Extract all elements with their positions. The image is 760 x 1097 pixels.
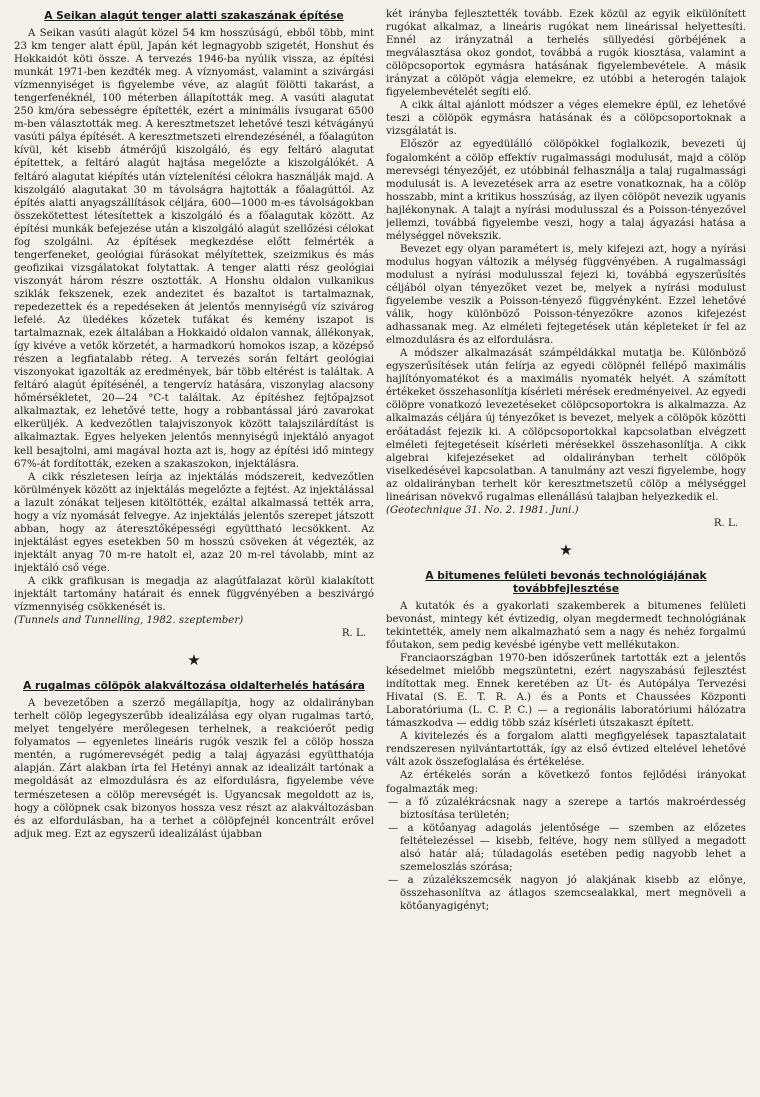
article-source: (Geotechnique 31. No. 2. 1981. Juni.): [386, 504, 579, 516]
article-paragraph: Az értékelés során a következő fontos fejlődési irányokat fogalmazták meg:: [386, 770, 746, 795]
article-paragraph: A cikk grafikusan is megadja az alagútfalazat körül kialakított injektált tartomány határait és ennek függvényében a beszivárgó vízmennyiség csökkenését is.: [14, 575, 374, 614]
article-title-piles: A rugalmas cölöpök alakváltozása oldalterhelés hatására: [23, 680, 365, 693]
article-paragraph: A Seikan vasúti alagút közel 54 km hosszúságú, ebből több, mint 23 km tenger alatt épül, Japán két legnagyobb szigetét, Honshut és Hokkaidót köti össze. A tervezés 1946-ba nyúlik vissza, az építési munkát 1971-ben kezdték meg. A víznyomást, valamint a szivárgási vízmennyiséget is figyelembe véve, az alagút fölötti takarást, a tengerfenéknél, 100 méterben állapították meg. A vasúti alagutat 250 km/óra sebességre építették, ezért a minimális ívsugarat 6500 m-ben választották meg. A keresztmetszet lehetővé teszi kétvágányú vasúti pálya építését. A keresztmetszeti elrendezésénél, a főalagúton kívül, két kisebb átmérőjű kiszolgáló, és egy feltáró alagutat építettek, a feltáró alagút hajtása megelőzte a kiszolgálókét. A feltáró alagutat kiépítés után víztelenítési célokra használják majd. A kiszolgáló alagutakat 30 m távolságra hajtották a főalagúttól. Az építés alatti anyagszállítások céljára, 600—1000 m-es távolságokban összekötettest létesítettek a kiszolgáló és a főalagutak között. Az építési munkák befejezése után a kiszolgáló alagút szellőzési célokat fog szolgálni. Az építések megkezdése előtt felmérték a tengerfeneket, geológiai fúrásokat mélyítettek, szeizmikus és más geofizikai vizsgálatokat folytattak. A tenger alatti rész geológiai viszonyát három részre osztották. A Honshu oldalon vulkanikus sziklák fekszenek, ezek andezitet és bazaltot is tartalmaznak, repedezettek és a repedéseken át jelentős mennyiségű víz szivárog lefelé. Az üledékes kőzetek tufákat és kemény iszapot is tartalmaznak, ezek általában a Hokkaidó oldalon vannak, állékonyak, így kivéve a vetők körzetét, a harmadkorú homokos iszap, a középső részen a legfiatalabb réteg. A tervezés során feltárt geológiai viszonyokat igazolták az eredmények, bár több eltérést is találtak. A feltáró alagút építésénél, a tengervíz hatására, viszonylag alacsony hőmérsékletet, 20—24 °C-t találtak. Az építéshez fejtőpajzsot alkalmaztak, ez lehetővé tette, hogy a robbantással járó zavarokat elkerüljék. A kedvezőtlen talajviszonyok között talajszilárdítást is alkalmaztak. Egyes helyeken jelentős mennyiségű injektáló anyagot kell besajtolni, ami magával hozta azt is, hogy az építési idő mintegy 67%-át fordították, ezeken a szakaszokon, injektálásra.: [14, 28, 374, 470]
article-source: (Tunnels and Tunnelling, 1982. szeptember): [14, 615, 244, 627]
article-title-bitumen: A bitumenes felületi bevonás technológiájának továbbfejlesztése: [425, 569, 707, 595]
left-column: [14, 8, 374, 1091]
article-paragraph: két irányba fejlesztették tovább. Ezek közül az egyik elkülönített rugókat alkalmaz, a lineáris rugókat nem lineárissal helyettesíti. Ennél az irányzatnál a terhelés süllyedési görbéjének a megválasztása okoz gondot, továbbá a rugók kiosztása, valamint a cölöpcsoportok egymásra hatásának figyelembevétele. A másik irányzat a cölöpöt vágja elemekre, ez utóbbi a heterogén talajok figyelembevételét segíti elő.: [386, 9, 746, 99]
article-paragraph: Bevezet egy olyan paramétert is, mely kifejezi azt, hogy a nyírási modulus hogyan változik a mélység függvényében. A rugalmassági modulust a nyírási modulusszal fejezi ki, továbbá egyszerűsítés céljából olyan tényezőket vezet be, melyek a nyírási modulust figyelembe veszik a Poisson-tényező függvényként. Ezzel lehetővé válik, hogy különböző Poisson-tényezőkre azonos kifejezést adhassanak meg. Az elméleti fejtegetések után képleteket ír fel az elmozdulásra és az elfordulásra.: [386, 243, 746, 347]
star-separator-icon: ★: [187, 651, 201, 670]
article-paragraph: A kivitelezés és a forgalom alatti megfigyelések tapasztalatait rendszeresen nyilvántartották, így az első évtized eltelével lehetővé vált azok összefoglalása és értékelése.: [386, 731, 746, 769]
article-paragraph: A cikk által ajánlott módszer a véges elemekre épül, ez lehetővé teszi a cölöpök egymásra hatásának és a cölöpcsoportoknak a vizsgálatát is.: [386, 100, 746, 138]
article-title-seikan: A Seikan alagút tenger alatti szakaszának építése: [44, 10, 344, 22]
article-signature: R. L.: [713, 517, 738, 529]
article-paragraph: A bevezetőben a szerző megállapítja, hogy az oldalirányban terhelt cölöp legegyszerűbb idealizálása egy olyan rugalmas tartó, melyet tengelyére merőlegesen terhelnek, a reakcióerőt pedig folyamatos — egyenletes lineáris rugók veszik fel a cölöp hossza mentén, a rugómerevségét pedig a talaj ágyazási együtthatója alapján. Zárt alakban írta fel Hetényi annak az idealizált tartónak a megoldását az elmozdulásra és az elfordulásra, figyelembe véve természetesen a cölöp merevségét is. Ugyancsak megoldott az is, hogy a cölöpnek csak bizonyos hossza vesz részt az alakváltozásban és az elfordulásban, ha a terhet a cölöpfejnél koncentrált erővel adjuk meg. Ezt az egyszerű idealizálást újabban: [14, 698, 374, 840]
list-item: — a fő zúzalékrácsnak nagy a szerepe a tartós makroérdesség biztosítása területén;: [388, 796, 746, 821]
article-paragraph: A cikk részletesen leírja az injektálás módszereit, kedvezőtlen körülmények között az injektálás megelőzte a fejtést. Az injektálással a lazult zónákat teljesen kitöltötték, ezáltal alkalmassá tették arra, hogy a víz nyomását felvegye. Az injektálás jelentős szerepet játszott abban, hogy az áteresztőképességi együttható lecsökkent. Az injektálást egyes esetekben 50 m hosszú csöveken át végezték, az injektált anyag 70 m-re hatolt el, azaz 20 m-rel távolabb, mint az injektáló cső vége.: [14, 471, 374, 574]
star-separator-icon: ★: [559, 540, 573, 559]
article-paragraph: A módszer alkalmazását számpéldákkal mutatja be. Különböző egyszerűsítések után felírja az egyedi cölöpnél fellépő maximális hajlítónyomatékot és a maximális nyomaték helyét. A számított értékeket összehasonlítja kísérleti mérések eredményeivel. Az egyedi cölöpre vonatkozó levezetéseket cölöpcsoportokra is alkalmazza. Az alkalmazás céljára új tényezőket is bevezet, melyek a cölöpök közötti erőátadást fejezik ki. A cölöpcsoportokkal kapcsolatban elvégzett elméleti fejtegetéseit kísérleti mérésekkel összehasonlítja. A cikk algebrai kifejezéseket ad oldalirányban terhelt cölöpök viselkedésével kapcsolatban. A tanulmány azt veszi figyelembe, hogy az oldalirányban terhelt kör keresztmetszetű cölöp a mélységgel lineárisan növekvő rugalmas ellenállású talajban helyezkedik el.: [386, 348, 746, 503]
development-directions-list: [386, 796, 746, 913]
article-paragraph: Először az egyedülálló cölöpökkel foglalkozik, bevezeti új fogalomként a cölöp effektív rugalmassági modulusát, majd a cölöp merevségi tényezőjét, ez utóbbinál felhasználja a talaj rugalmassági modulusát is. A levezetések arra az esetre vonatkoznak, ha a cölöp hosszabb, mint a kritikus hosszúság, az ilyen cölöpöt nevezik ugyanis hajlékonynak. A talajt a nyírási modulusszal és a Poisson-tényezővel jellemzi, továbbá figyelembe veszi, hogy a talaj ágyazási hatása a mélységgel növekszik.: [386, 139, 746, 242]
article-signature: R. L.: [341, 628, 366, 640]
article-paragraph: A kutatók és a gyakorlati szakemberek a bitumenes felületi bevonást, mintegy két évtizedig, olyan megdermedt technológiának tekintették, amely nem alkalmazható sem a nagy és nehéz forgalmú főutakon, sem pedig kevésbé igénybe vett mellékutakon.: [386, 600, 746, 652]
list-item: — a zúzalékszemcsék nagyon jó alakjának kisebb az előnye, összehasonlítva az átlagos szemcsealakkal, mert megnöveli a kötőanyagigényt;: [388, 874, 746, 912]
article-paragraph: Franciaországban 1970-ben időszerűnek tartották ezt a jelentős késedelmet mielőbb megszüntetni, ezért nagyszabású fejlesztést indítottak meg. Ennek keretében az Út- és Autópálya Tervezési Hivatal (S. E. T. R. A.) és a Ponts et Chaussées Központi Laboratóriuma (L. C. P. C.) — a regionális laboratóriumi hálózatra támaszkodva — eddig több száz kísérleti útszakaszt épített.: [386, 653, 746, 730]
right-column: [386, 8, 746, 1091]
list-item: — a kötőanyag adagolás jelentősége — szemben az előzetes feltételezéssel — kisebb, feltéve, hogy nem süllyed a megadott alsó határ alá; túladagolás esetében pedig nagyobb lehet a szemeloszlás szórása;: [388, 822, 746, 873]
